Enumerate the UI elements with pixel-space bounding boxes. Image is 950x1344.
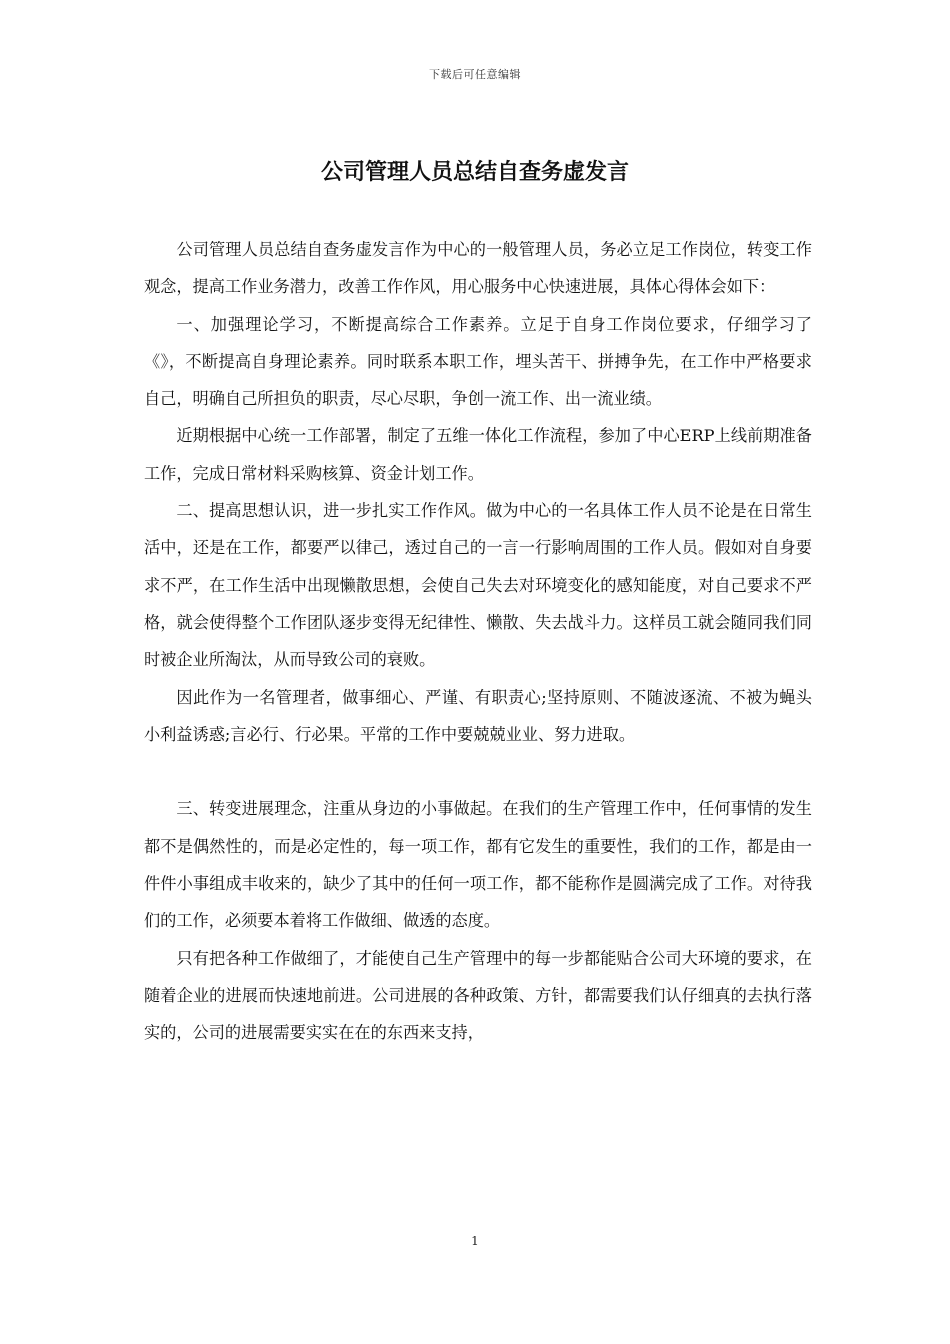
paragraph: 近期根据中心统一工作部署，制定了五维一体化工作流程，参加了中心ERP上线前期准备工作，完成日常材料采购核算、资金计划工作。 xyxy=(144,426,812,483)
paragraph: 二、提高思想认识，进一步扎实工作作风。做为中心的一名具体工作人员不论是在日常生活中，还是在工作，都要严以律己，透过自己的一言一行影响周围的工作人员。假如对自身要求不严，在工作生活中出现懒散思想，会使自己失去对环境变化的感知能度，对自己要求不严格，就会使得整个工作团队逐步变得无纪律性、懒散、失去战斗力。这样员工就会随同我们同时被企业所淘汰，从而导致公司的衰败。 xyxy=(144,501,812,670)
paragraph: 一、加强理论学习，不断提高综合工作素养。立足于自身工作岗位要求，仔细学习了《》，不断提高自身理论素养。同时联系本职工作，埋头苦干、拼搏争先，在工作中严格要求自己，明确自己所担负的职责，尽心尽职，争创一流工作、出一流业绩。 xyxy=(144,314,812,409)
page-header-note: 下载后可任意编辑 xyxy=(429,68,521,81)
paragraph: 三、转变进展理念，注重从身边的小事做起。在我们的生产管理工作中，任何事情的发生都不是偶然性的，而是必定性的，每一项工作，都有它发生的重要性，我们的工作，都是由一件件小事组成丰收来的，缺少了其中的任何一项工作，都不能称作是圆满完成了工作。对待我们的工作，必须要本着将工作做细、做透的态度。 xyxy=(144,799,812,931)
document-body xyxy=(144,231,812,1052)
paragraph: 因此作为一名管理者，做事细心、严谨、有职责心;坚持原则、不随波逐流、不被为蝇头小利益诱惑;言必行、行必果。平常的工作中要兢兢业业、努力进取。 xyxy=(144,687,812,744)
page-number: 1 xyxy=(471,1234,479,1248)
paragraph: 公司管理人员总结自查务虚发言作为中心的一般管理人员，务必立足工作岗位，转变工作观念，提高工作业务潜力，改善工作作风，用心服务中心快速进展，具体心得体会如下： xyxy=(144,240,812,297)
document-title: 公司管理人员总结自查务虚发言 xyxy=(320,160,629,185)
paragraph: 只有把各种工作做细了，才能使自己生产管理中的每一步都能贴合公司大环境的要求，在随着企业的进展而快速地前进。公司进展的各种政策、方针，都需要我们认仔细真的去执行落实的，公司的进展需要实实在在的东西来支持， xyxy=(144,948,812,1043)
